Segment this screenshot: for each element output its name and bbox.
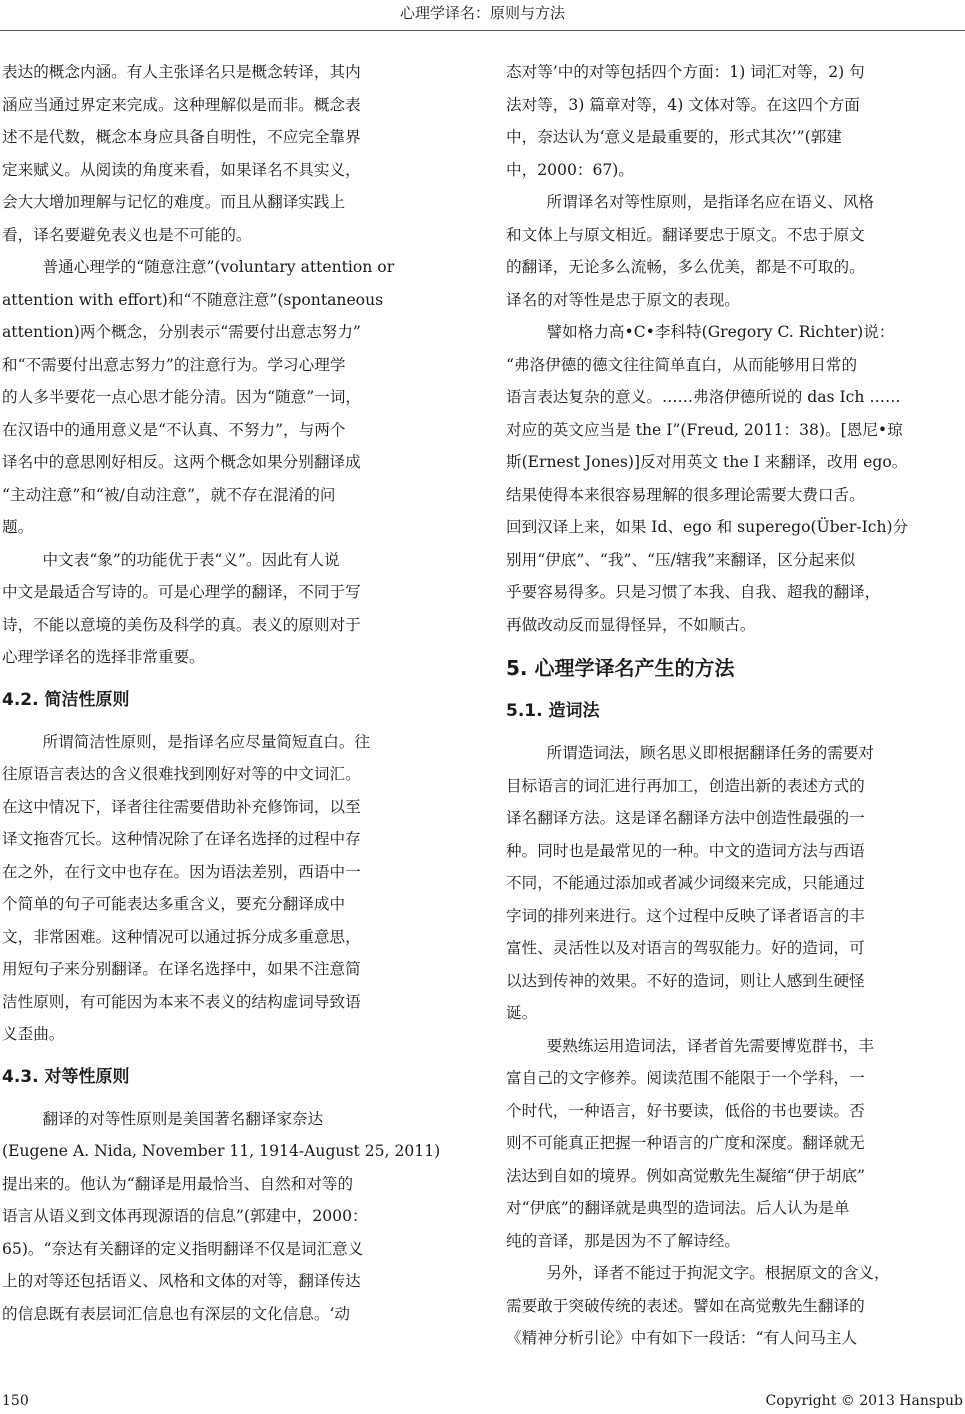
paragraph: 普通心理学的“随意注意”(voluntary attention or attention with effort)和“不随意注意”(spontaneous attention)两个概念，分别表示“需要付出意志努力” 和“不需要付出意志努力”的注意行为。学习心理学 的人多半要花一点心思才能分清。因为“随意”一词， 在汉语中的通用意义是“不认真、不努力”，与两个 译名中的意思刚好相反。这两个概念如果分别翻译成 “主动注意”和“被/自动注意”，就不存在混淆的问 题。 [2,258,395,536]
page-number: 150 [2,1393,29,1409]
paragraph: 所谓译名对等性原则，是指译名应在语义、风格 和文体上与原文相近。翻译要忠于原文。不忠于原文 的翻译，无论多么流畅，多么优美，都是不可取的。 译名的对等性是忠于原文的表现。 [506,193,875,309]
section-heading-4-3: 4.3. 对等性原则 [2,1066,130,1087]
paragraph: 态对等’中的对等包括四个方面：1) 词汇对等，2) 句 法对等，3) 篇章对等，4) 文体对等。在这四个方面 中，奈达认为‘意义是最重要的，形式其次’”(郭建 中，2000：67)。 [506,63,865,179]
paragraph: 所谓造词法，顾名思义即根据翻译任务的需要对 目标语言的词汇进行再加工，创造出新的表述方式的 译名翻译方法。这是译名翻译方法中创造性最强的一 种。同时也是最常见的一种。中文的造词方法与西语 不同，不能通过添加或者减少词缀来完成，只能通过 字词的排列来进行。这个过程中反映了译者语言的丰 富性、灵活性以及对语言的驾驭能力。好的造词，可 以达到传神的效果。不好的造词，则让人感到生硬怪 诞。 [506,744,875,1022]
paragraph: 譬如格力高•C•李科特(Gregory C. Richter)说： “弗洛伊德的德文往往简单直白，从而能够用日常的 语言表达复杂的意义。……弗洛伊德所说的 das Ich …… 对应的英文应当是 the I”(Freud, 2011：38)。[恩尼•琼 斯(Ernest Jones)]反对用英文 the I 来翻译，改用 ego。 结果使得本来很容易理解的很多理论需要大费口舌。 回到汉译上来，如果 Id、ego 和 superego(Über-Ich)分 别用“伊底”、“我”、“压/辖我”来翻译，区分起来似 乎要容易得多。只是习惯了本我、自我、超我的翻译， 再做改动反而显得怪异，不如顺古。 [506,323,909,634]
paragraph: 要熟练运用造词法，译者首先需要博览群书，丰 富自己的文字修养。阅读范围不能限于一个学科，一 个时代，一种语言，好书要读，低俗的书也要读。否 则不可能真正把握一种语言的广度和深度。翻译就无 法达到自如的境界。例如高觉敷先生凝缩“伊于胡底” 对“伊底”的翻译就是典型的造词法。后人认为是单 纯的音译，那是因为不了解诗经。 [506,1036,875,1250]
paragraph: 翻译的对等性原则是美国著名翻译家奈达 (Eugene A. Nida, November 11, 1914-August 25, 2011) 提出来的。他认为“翻译是用最恰当、自然和对等的 语言从语义到文体再现源语的信息”(郭建中，2000： 65)。“奈达有关翻译的定义指明翻译不仅是词汇意义 上的对等还包括语义、风格和文体的对等，翻译传达 的信息既有表层词汇信息也有深层的文化信息。‘动 [2,1109,441,1323]
section-heading-5-1: 5.1. 造词法 [506,701,600,721]
left-column [2,56,460,1376]
running-header [0,0,965,31]
paragraph: 另外，译者不能过于拘泥文字。根据原文的含义， 需要敢于突破传统的表述。譬如在高觉敷先生翻译的 《精神分析引论》中有如下一段话：“有人问马主人 [506,1264,890,1347]
running-header-title: 心理学译名：原则与方法 [399,4,565,22]
section-heading-5: 5. 心理学译名产生的方法 [506,656,735,680]
section-heading-4-2: 4.2. 简洁性原则 [2,689,130,710]
paragraph: 所谓简洁性原则，是指译名应尽量简短直白。往 往原语言表达的含义很难找到刚好对等的中文词汇。 在这中情况下，译者往往需要借助补充修饰词，以至 译文拖沓冗长。这种情况除了在译名选择的过程中存 在之外，在行文中也存在。因为语法差别，西语中一 个简单的句子可能表达多重含义，要充分翻译成中 文，非常困难。这种情况可以通过拆分成多重意思， 用短句子来分别翻译。在译名选择中，如果不注意简 洁性原则，有可能因为本来不表义的结构虚词导致语 义歪曲。 [2,732,371,1043]
paragraph: 中文表“象”的功能优于表“义”。因此有人说 中文是最适合写诗的。可是心理学的翻译，不同于写 诗，不能以意境的美伤及科学的真。表义的原则对于 心理学译名的选择非常重要。 [2,550,361,666]
copyright-notice: Copyright © 2013 Hanspub [765,1393,963,1409]
right-column [506,56,964,1376]
paragraph: 表达的概念内涵。有人主张译名只是概念转译，其内 涵应当通过界定来完成。这种理解似是而非。概念表 述不是代数，概念本身应具备自明性，不应完全靠界 定来赋义。从阅读的角度来看，如果译名不具实义， 会大大增加理解与记忆的难度。而且从翻译实践上 看，译名要避免表义也是不可能的。 [2,63,361,244]
